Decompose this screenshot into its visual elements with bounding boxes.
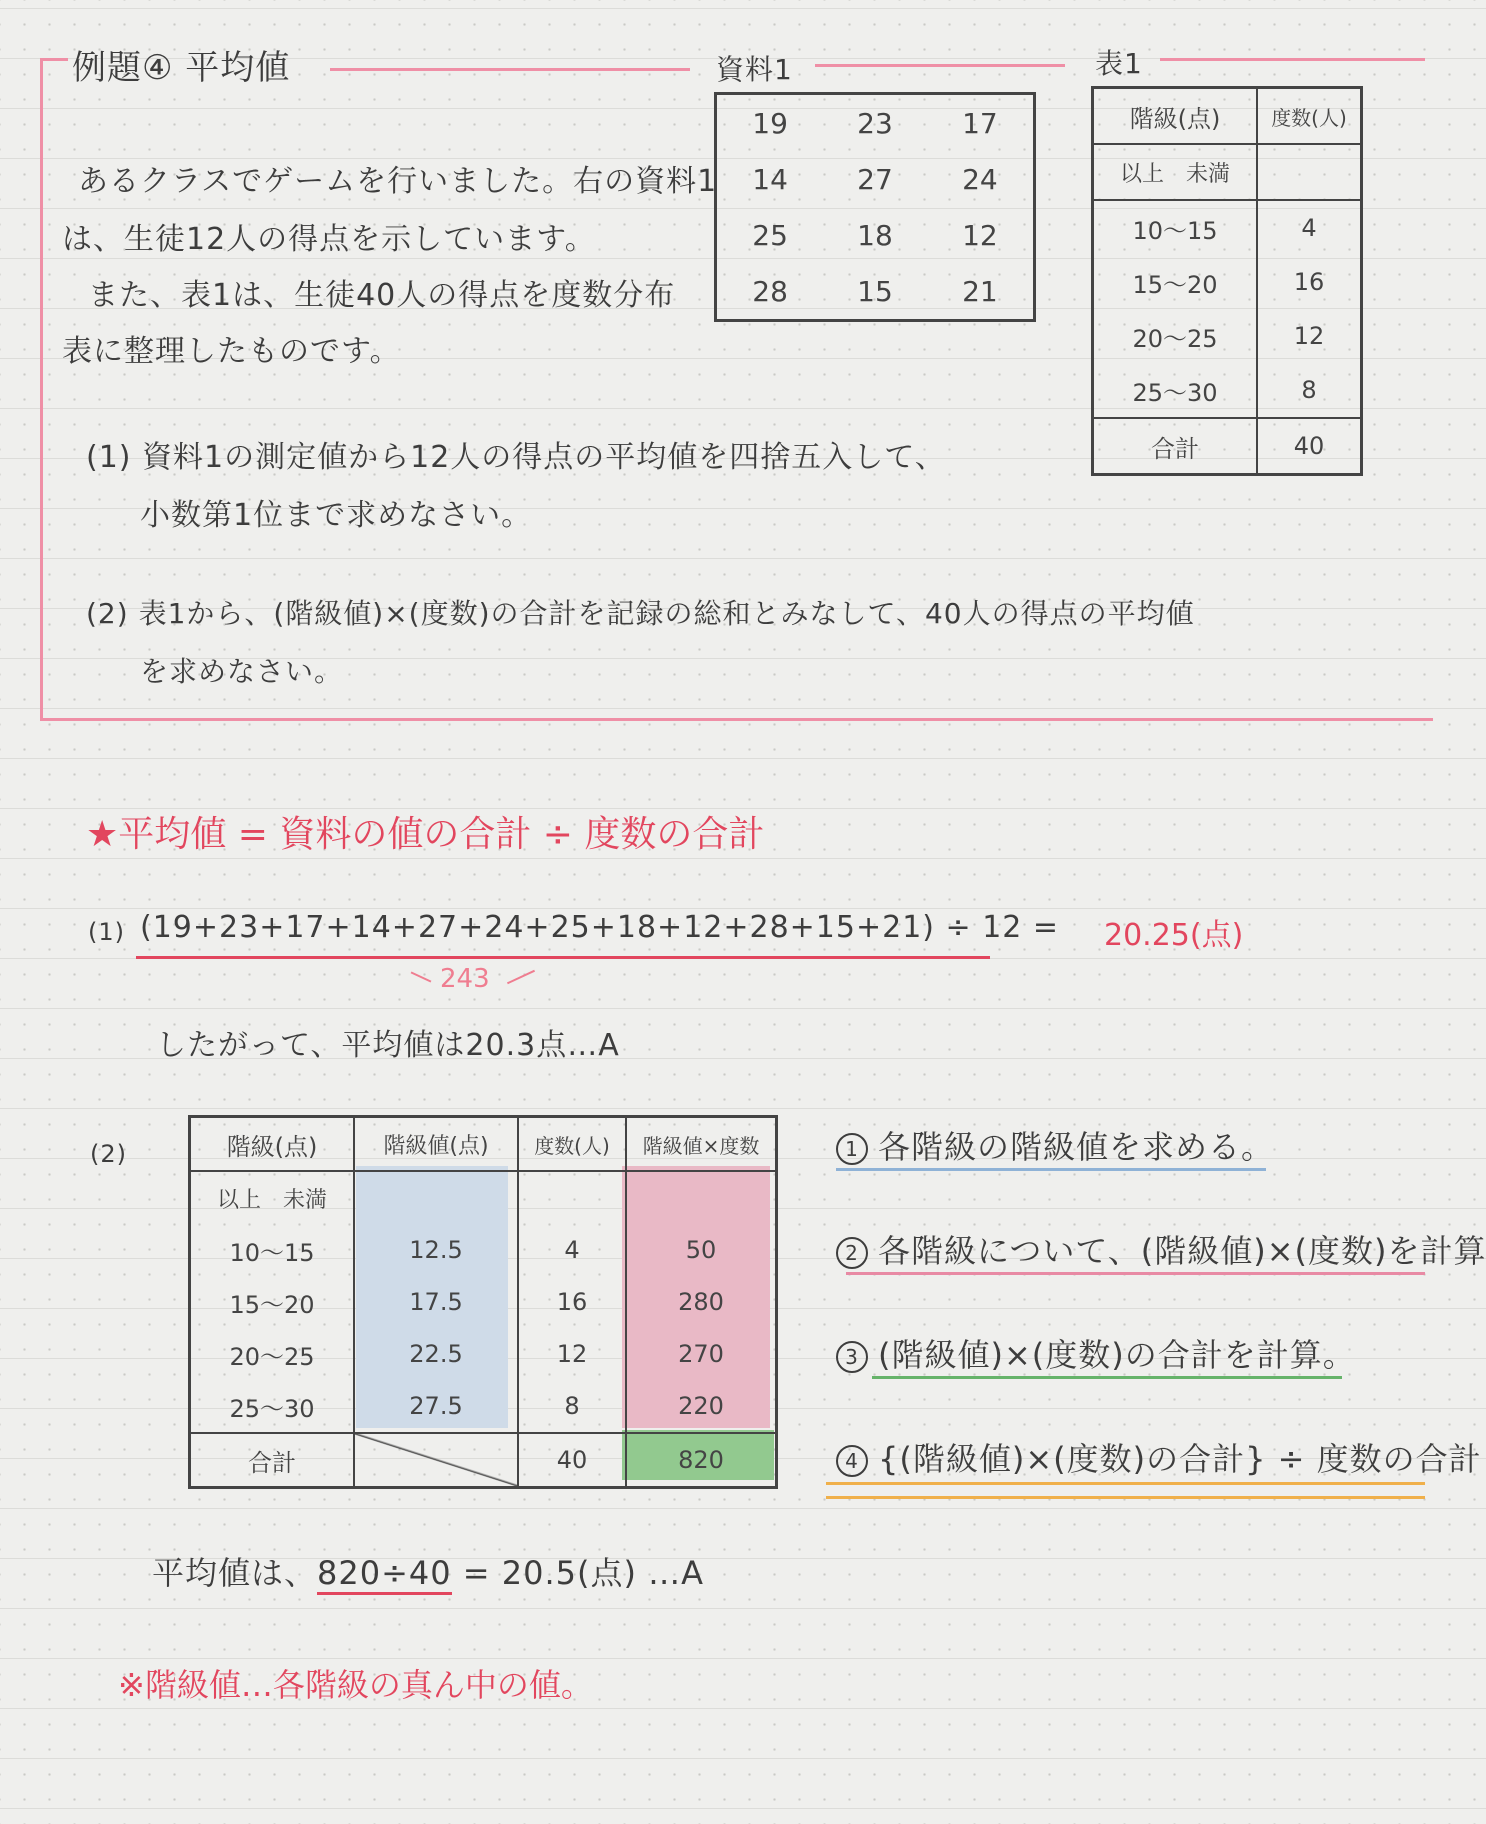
calc-header-class: 階級(点) [190, 1117, 355, 1172]
step-2 [836, 1226, 1486, 1272]
calc-sub-label: 以上 未満 [190, 1171, 355, 1224]
step-1-underline [836, 1168, 1266, 1171]
answer-result: = 20.5(点) …A [451, 1554, 705, 1592]
calc-class: 20～25 [190, 1328, 355, 1380]
calc-freq: 12 [518, 1328, 626, 1380]
question-1-line-2: 小数第1位まで求めなさい。 [140, 498, 533, 533]
table1-sub-label: 以上 未満 [1093, 144, 1258, 200]
step-number-badge: 2 [836, 1237, 868, 1269]
table1-total-row [1093, 418, 1362, 475]
data1-cell: 21 [962, 274, 998, 308]
calc-header-product: 階級値×度数 [626, 1117, 777, 1172]
calc-class: 15～20 [190, 1276, 355, 1328]
table1-header-class: 階級(点) [1093, 88, 1258, 145]
calc-row [190, 1328, 777, 1380]
calc-product: 270 [626, 1328, 777, 1380]
calc-sub-row [190, 1171, 777, 1224]
solution2-answer [152, 1548, 704, 1594]
problem-line-4: 表に整理したものです。 [62, 334, 401, 369]
table1-sub-row [1093, 144, 1362, 200]
solution1-result: 20.25(点) [1104, 918, 1244, 953]
average-formula: ★平均値 = 資料の値の合計 ÷ 度数の合計 [86, 814, 765, 855]
table1-freq: 8 [1257, 363, 1362, 418]
calc-freq: 8 [518, 1380, 626, 1433]
step-2-underline [846, 1272, 1425, 1275]
solution1-conclusion: したがって、平均値は20.3点…A [156, 1028, 620, 1063]
step-number-badge: 3 [836, 1341, 868, 1373]
calc-total-label: 合計 [190, 1433, 355, 1488]
data1-cell: 27 [857, 162, 893, 196]
data1-row [716, 151, 1035, 207]
data1-cell: 14 [752, 162, 788, 196]
class-value-note: ※階級値…各階級の真ん中の値。 [118, 1666, 593, 1704]
step-text: 各階級の階級値を求める。 [878, 1128, 1275, 1166]
answer-prefix: 平均値は、 [152, 1554, 318, 1592]
table1-header-freq: 度数(人) [1257, 88, 1362, 145]
calc-header-freq: 度数(人) [518, 1117, 626, 1172]
example-title: 例題④ 平均値 [72, 48, 291, 88]
table1-class: 15～20 [1093, 255, 1258, 309]
solution2-label: (2) [90, 1140, 127, 1168]
calc-header-classvalue: 階級値(点) [354, 1117, 518, 1172]
table1-row [1093, 309, 1362, 363]
data1-cell: 19 [752, 106, 788, 140]
table-label: 表1 [1095, 47, 1143, 80]
table1-freq: 16 [1257, 255, 1362, 309]
calc-row [190, 1276, 777, 1328]
data1-cell: 28 [752, 274, 788, 308]
frame-top-left-line [40, 58, 68, 61]
problem-line-1: あるクラスでゲームを行いました。右の資料1 [78, 164, 718, 199]
step-3-underline [872, 1376, 1342, 1379]
question-2-line-1: (2) 表1から、(階級値)×(度数)の合計を記録の総和とみなして、40人の得点の平均値 [86, 597, 1195, 630]
step-4-underline-b [826, 1496, 1425, 1499]
table1-freq: 12 [1257, 309, 1362, 363]
table1-sub-empty [1257, 144, 1362, 200]
question-1-line-1: (1) 資料1の測定値から12人の得点の平均値を四捨五入して、 [86, 440, 946, 475]
frame-top-line-b [815, 64, 1065, 67]
frequency-calc-table [188, 1115, 778, 1489]
table1-total-label: 合計 [1093, 418, 1258, 475]
step-1 [836, 1122, 1274, 1168]
data1-cell: 12 [962, 218, 998, 252]
table1-class: 25～30 [1093, 363, 1258, 418]
calc-product: 280 [626, 1276, 777, 1328]
answer-expression: 820÷40 [317, 1554, 452, 1595]
data-label: 資料1 [716, 53, 793, 86]
step-text: 各階級について、(階級値)×(度数)を計算 [878, 1232, 1486, 1270]
calc-class: 25～30 [190, 1380, 355, 1433]
data1-cell: 25 [752, 218, 788, 252]
calc-sub-empty [626, 1171, 777, 1224]
solution1-sum-note: 243 [440, 964, 490, 994]
data1-row [716, 207, 1035, 263]
calc-total-row [190, 1433, 777, 1488]
data1-cell: 15 [857, 274, 893, 308]
calc-total-freq: 40 [518, 1433, 626, 1488]
step-number-badge: 1 [836, 1133, 868, 1165]
problem-line-2: は、生徒12人の得点を示しています。 [62, 222, 596, 257]
question-2-line-2: を求めなさい。 [140, 655, 344, 688]
step-text: {(階級値)×(度数)の合計} ÷ 度数の合計 [878, 1440, 1482, 1478]
step-4 [836, 1434, 1482, 1480]
data1-cell: 17 [962, 106, 998, 140]
calc-sub-empty [518, 1171, 626, 1224]
frame-top-line-c [1160, 58, 1425, 61]
data1-cell: 24 [962, 162, 998, 196]
calc-total-diagonal [354, 1433, 518, 1488]
sum-note-left-stroke [411, 971, 432, 982]
calc-class: 10～15 [190, 1224, 355, 1276]
calc-header-row [190, 1117, 777, 1172]
step-4-underline-a [826, 1482, 1425, 1485]
solution1-underline [136, 956, 990, 959]
data1-cell: 18 [857, 218, 893, 252]
calc-freq: 16 [518, 1276, 626, 1328]
table1-row [1093, 200, 1362, 255]
table1-header-row [1093, 88, 1362, 145]
data1-row [716, 94, 1035, 152]
data1-cell: 23 [857, 106, 893, 140]
solution1-expression: (19+23+17+14+27+24+25+18+12+28+15+21) ÷ 12 = [140, 910, 1060, 945]
table1-total-value: 40 [1257, 418, 1362, 475]
calc-total-product: 820 [626, 1433, 777, 1488]
calc-product: 220 [626, 1380, 777, 1433]
solution1-label: (1) [88, 918, 125, 946]
table1 [1091, 86, 1363, 476]
sum-note-right-stroke [507, 970, 535, 984]
calc-row [190, 1224, 777, 1276]
calc-sub-empty [354, 1171, 518, 1224]
step-number-badge: 4 [836, 1445, 868, 1477]
calc-classvalue: 12.5 [354, 1224, 518, 1276]
calc-row [190, 1380, 777, 1433]
calc-freq: 4 [518, 1224, 626, 1276]
data1-table [714, 92, 1036, 322]
calc-classvalue: 17.5 [354, 1276, 518, 1328]
frame-top-line-a [330, 68, 690, 71]
table1-class: 10～15 [1093, 200, 1258, 255]
calc-classvalue: 22.5 [354, 1328, 518, 1380]
step-3 [836, 1330, 1356, 1376]
calc-product: 50 [626, 1224, 777, 1276]
step-text: (階級値)×(度数)の合計を計算。 [878, 1336, 1356, 1374]
calc-classvalue: 27.5 [354, 1380, 518, 1433]
table1-row [1093, 255, 1362, 309]
data1-row [716, 263, 1035, 321]
table1-freq: 4 [1257, 200, 1362, 255]
table1-class: 20～25 [1093, 309, 1258, 363]
problem-line-3: また、表1は、生徒40人の得点を度数分布 [88, 278, 676, 313]
table1-row [1093, 363, 1362, 418]
